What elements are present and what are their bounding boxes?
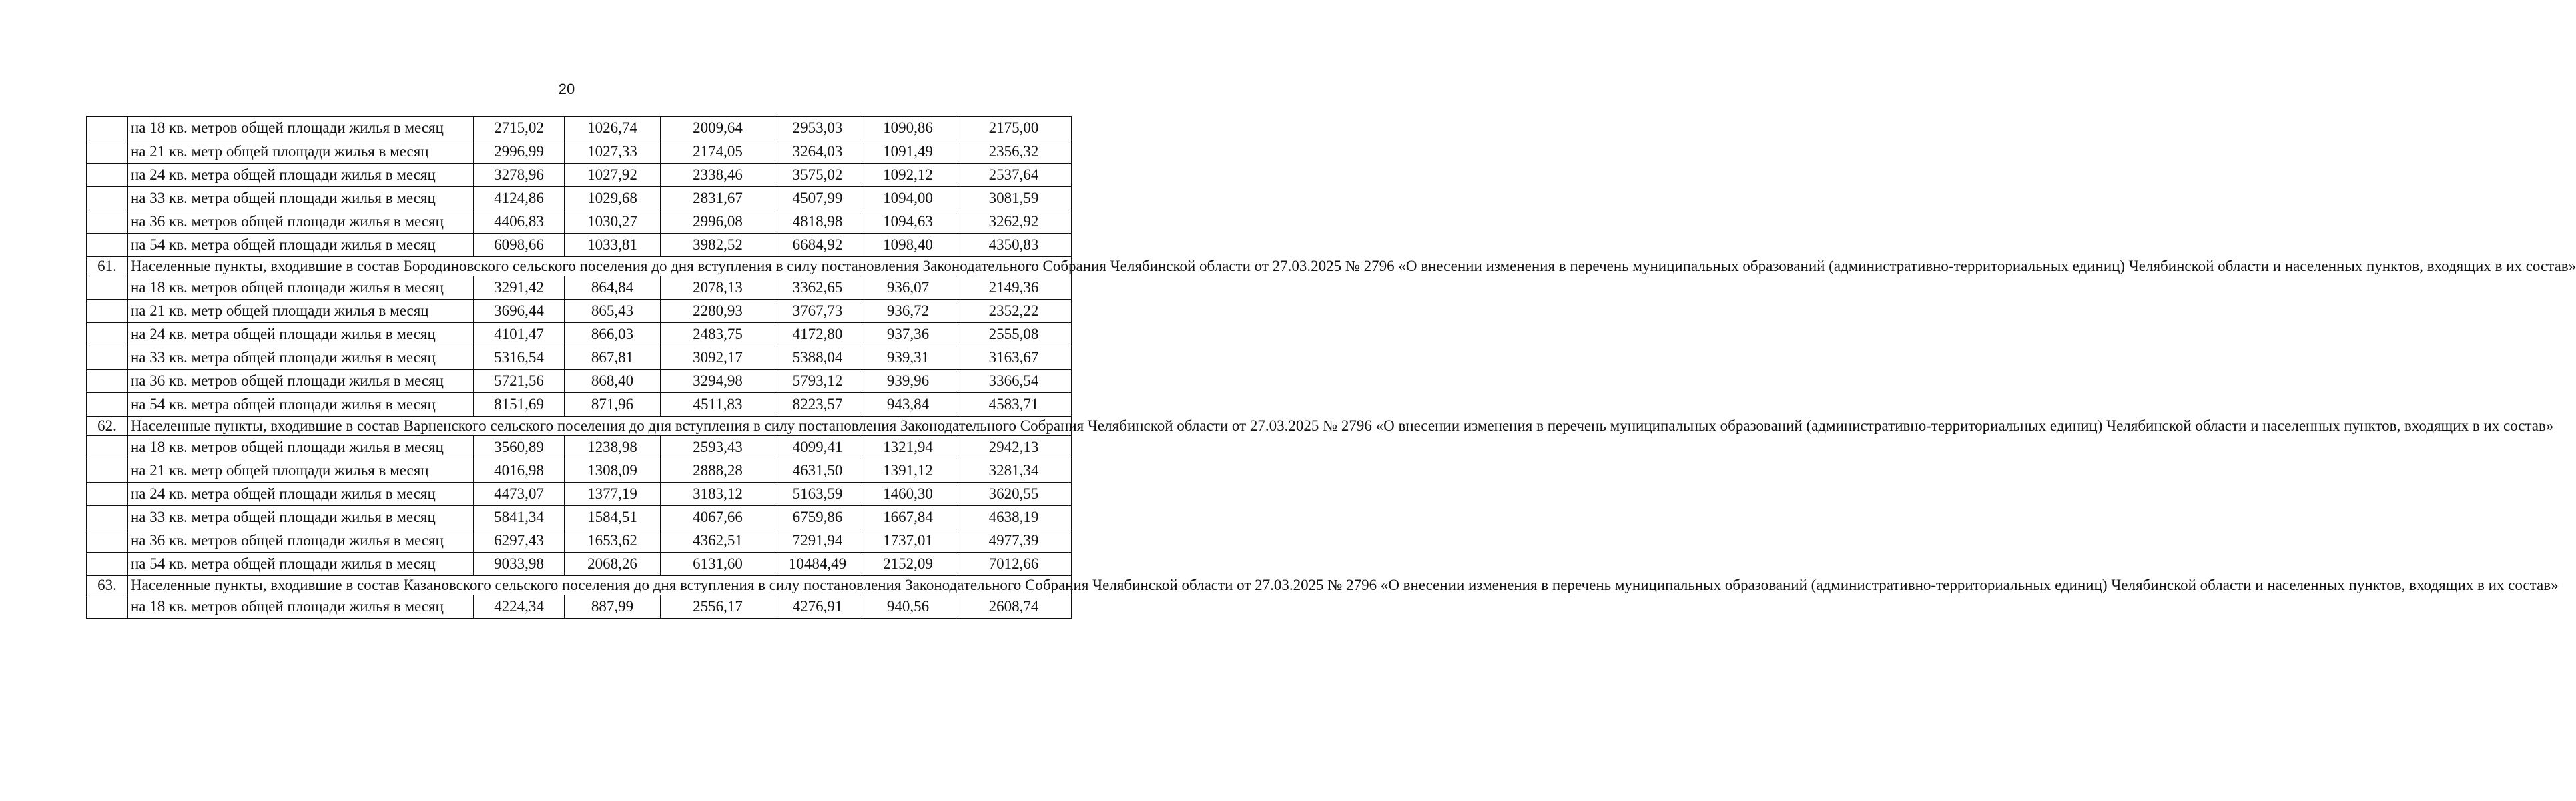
value-cell: 2593,43 (661, 436, 775, 459)
area-norm-label: на 18 кв. метров общей площади жилья в месяц (128, 117, 474, 140)
value-cell: 4977,39 (956, 529, 1072, 553)
value-cell: 3264,03 (775, 140, 860, 164)
value-cell: 865,43 (565, 300, 661, 323)
value-cell: 4362,51 (661, 529, 775, 553)
table-row (87, 164, 1072, 187)
table-row (87, 506, 1072, 529)
value-cell: 4638,19 (956, 506, 1072, 529)
row-index-empty (87, 393, 128, 417)
row-index-empty (87, 529, 128, 553)
value-cell: 7291,94 (775, 529, 860, 553)
row-index-empty (87, 210, 128, 234)
value-cell: 3982,52 (661, 234, 775, 257)
area-norm-label: на 33 кв. метра общей площади жилья в месяц (128, 506, 474, 529)
area-norm-label: на 54 кв. метра общей площади жилья в месяц (128, 393, 474, 417)
value-cell: 937,36 (860, 323, 956, 346)
value-cell: 4511,83 (661, 393, 775, 417)
table-row (87, 117, 1072, 140)
table-row (87, 276, 1072, 300)
value-cell: 3278,96 (474, 164, 565, 187)
value-cell: 2280,93 (661, 300, 775, 323)
row-index-empty (87, 506, 128, 529)
value-cell: 3281,34 (956, 459, 1072, 483)
value-cell: 3163,67 (956, 346, 1072, 370)
value-cell: 2068,26 (565, 553, 661, 576)
value-cell: 4124,86 (474, 187, 565, 210)
value-cell: 3291,42 (474, 276, 565, 300)
value-cell: 8223,57 (775, 393, 860, 417)
value-cell: 1653,62 (565, 529, 661, 553)
row-index-empty (87, 459, 128, 483)
value-cell: 3092,17 (661, 346, 775, 370)
value-cell: 939,31 (860, 346, 956, 370)
value-cell: 3294,98 (661, 370, 775, 393)
value-cell: 864,84 (565, 276, 661, 300)
value-cell: 1092,12 (860, 164, 956, 187)
value-cell: 2996,08 (661, 210, 775, 234)
area-norm-label: на 24 кв. метра общей площади жилья в месяц (128, 164, 474, 187)
value-cell: 4101,47 (474, 323, 565, 346)
area-norm-label: на 24 кв. метра общей площади жилья в месяц (128, 323, 474, 346)
table-row (87, 459, 1072, 483)
value-cell: 5316,54 (474, 346, 565, 370)
value-cell: 8151,69 (474, 393, 565, 417)
table-row (87, 323, 1072, 346)
value-cell: 939,96 (860, 370, 956, 393)
table-row (87, 140, 1072, 164)
value-cell: 1030,27 (565, 210, 661, 234)
settlement-group-row (87, 417, 1072, 436)
table-row (87, 346, 1072, 370)
table-row (87, 210, 1072, 234)
value-cell: 940,56 (860, 595, 956, 619)
tariff-table (86, 116, 2576, 619)
value-cell: 2608,74 (956, 595, 1072, 619)
value-cell: 2078,13 (661, 276, 775, 300)
row-index-empty (87, 300, 128, 323)
value-cell: 3620,55 (956, 483, 1072, 506)
area-norm-label: на 54 кв. метра общей площади жилья в месяц (128, 553, 474, 576)
value-cell: 3575,02 (775, 164, 860, 187)
area-norm-label: на 36 кв. метров общей площади жилья в месяц (128, 370, 474, 393)
row-index-empty (87, 140, 128, 164)
area-norm-label: на 21 кв. метр общей площади жилья в месяц (128, 300, 474, 323)
value-cell: 3696,44 (474, 300, 565, 323)
area-norm-label: на 33 кв. метра общей площади жилья в месяц (128, 346, 474, 370)
row-index: 62. (87, 417, 128, 436)
value-cell: 1737,01 (860, 529, 956, 553)
area-norm-label: на 18 кв. метров общей площади жилья в месяц (128, 436, 474, 459)
value-cell: 1391,12 (860, 459, 956, 483)
table-row (87, 187, 1072, 210)
value-cell: 4276,91 (775, 595, 860, 619)
table-row (87, 370, 1072, 393)
row-index-empty (87, 323, 128, 346)
value-cell: 2942,13 (956, 436, 1072, 459)
value-cell: 1584,51 (565, 506, 661, 529)
value-cell: 1033,81 (565, 234, 661, 257)
value-cell: 3362,65 (775, 276, 860, 300)
value-cell: 887,99 (565, 595, 661, 619)
value-cell: 866,03 (565, 323, 661, 346)
value-cell: 2953,03 (775, 117, 860, 140)
area-norm-label: на 18 кв. метров общей площади жилья в месяц (128, 595, 474, 619)
settlement-group-row (87, 257, 1072, 276)
value-cell: 3183,12 (661, 483, 775, 506)
value-cell: 1027,33 (565, 140, 661, 164)
value-cell: 936,07 (860, 276, 956, 300)
value-cell: 2338,46 (661, 164, 775, 187)
value-cell: 9033,98 (474, 553, 565, 576)
value-cell: 4172,80 (775, 323, 860, 346)
value-cell: 10484,49 (775, 553, 860, 576)
value-cell: 1667,84 (860, 506, 956, 529)
value-cell: 2175,00 (956, 117, 1072, 140)
value-cell: 2174,05 (661, 140, 775, 164)
row-index-empty (87, 483, 128, 506)
row-index-empty (87, 595, 128, 619)
value-cell: 5163,59 (775, 483, 860, 506)
value-cell: 4507,99 (775, 187, 860, 210)
value-cell: 4631,50 (775, 459, 860, 483)
row-index-empty (87, 346, 128, 370)
value-cell: 7012,66 (956, 553, 1072, 576)
value-cell: 1026,74 (565, 117, 661, 140)
value-cell: 2555,08 (956, 323, 1072, 346)
value-cell: 4224,34 (474, 595, 565, 619)
value-cell: 6684,92 (775, 234, 860, 257)
value-cell: 4583,71 (956, 393, 1072, 417)
value-cell: 1308,09 (565, 459, 661, 483)
value-cell: 4473,07 (474, 483, 565, 506)
page-number: 20 (558, 81, 575, 97)
value-cell: 6098,66 (474, 234, 565, 257)
table-row (87, 393, 1072, 417)
value-cell: 1094,63 (860, 210, 956, 234)
value-cell: 1091,49 (860, 140, 956, 164)
table-row (87, 300, 1072, 323)
value-cell: 3262,92 (956, 210, 1072, 234)
table-row (87, 234, 1072, 257)
value-cell: 871,96 (565, 393, 661, 417)
settlement-description: Населенные пункты, входившие в состав Казановского сельского поселения до дня вступления в силу постановления Законодательного Собрания Челябинской области от 27.03.2025 № 2796 «О внесении изменения в перечень муниципальных образований (административно-территориальных единиц) Челябинской области и населенных пунктов, входящих в их состав» (128, 576, 1072, 595)
area-norm-label: на 21 кв. метр общей площади жилья в месяц (128, 140, 474, 164)
value-cell: 4406,83 (474, 210, 565, 234)
value-cell: 6297,43 (474, 529, 565, 553)
value-cell: 3560,89 (474, 436, 565, 459)
table-row (87, 595, 1072, 619)
value-cell: 2352,22 (956, 300, 1072, 323)
value-cell: 1090,86 (860, 117, 956, 140)
table-row (87, 529, 1072, 553)
settlement-description: Населенные пункты, входившие в состав Варненского сельского поселения до дня вступления в силу постановления Законодательного Собрания Челябинской области от 27.03.2025 № 2796 «О внесении изменения в перечень муниципальных образований (административно-территориальных единиц) Челябинской области и населенных пунктов, входящих в их состав» (128, 417, 1072, 436)
value-cell: 1027,92 (565, 164, 661, 187)
area-norm-label: на 33 кв. метра общей площади жилья в месяц (128, 187, 474, 210)
value-cell: 2996,99 (474, 140, 565, 164)
row-index-empty (87, 187, 128, 210)
value-cell: 2152,09 (860, 553, 956, 576)
value-cell: 867,81 (565, 346, 661, 370)
settlement-group-row (87, 576, 1072, 595)
value-cell: 1321,94 (860, 436, 956, 459)
row-index-empty (87, 553, 128, 576)
area-norm-label: на 36 кв. метров общей площади жилья в месяц (128, 529, 474, 553)
value-cell: 2149,36 (956, 276, 1072, 300)
value-cell: 2356,32 (956, 140, 1072, 164)
row-index-empty (87, 276, 128, 300)
row-index-empty (87, 436, 128, 459)
value-cell: 1460,30 (860, 483, 956, 506)
row-index: 61. (87, 257, 128, 276)
table-row (87, 553, 1072, 576)
area-norm-label: на 18 кв. метров общей площади жилья в месяц (128, 276, 474, 300)
area-norm-label: на 54 кв. метра общей площади жилья в месяц (128, 234, 474, 257)
settlement-description: Населенные пункты, входившие в состав Бородиновского сельского поселения до дня вступления в силу постановления Законодательного Собрания Челябинской области от 27.03.2025 № 2796 «О внесении изменения в перечень муниципальных образований (административно-территориальных единиц) Челябинской области и населенных пунктов, входящих в их состав» (128, 257, 1072, 276)
tariff-table-body (87, 117, 2576, 619)
value-cell: 2556,17 (661, 595, 775, 619)
value-cell: 943,84 (860, 393, 956, 417)
value-cell: 4067,66 (661, 506, 775, 529)
row-index-empty (87, 370, 128, 393)
value-cell: 2888,28 (661, 459, 775, 483)
value-cell: 2831,67 (661, 187, 775, 210)
value-cell: 1238,98 (565, 436, 661, 459)
table-row (87, 483, 1072, 506)
value-cell: 6759,86 (775, 506, 860, 529)
area-norm-label: на 21 кв. метр общей площади жилья в месяц (128, 459, 474, 483)
value-cell: 3767,73 (775, 300, 860, 323)
value-cell: 5388,04 (775, 346, 860, 370)
value-cell: 4350,83 (956, 234, 1072, 257)
value-cell: 1098,40 (860, 234, 956, 257)
row-index-empty (87, 117, 128, 140)
value-cell: 4818,98 (775, 210, 860, 234)
value-cell: 1377,19 (565, 483, 661, 506)
row-index-empty (87, 164, 128, 187)
value-cell: 2009,64 (661, 117, 775, 140)
value-cell: 868,40 (565, 370, 661, 393)
value-cell: 4016,98 (474, 459, 565, 483)
value-cell: 5841,34 (474, 506, 565, 529)
value-cell: 5721,56 (474, 370, 565, 393)
row-index-empty (87, 234, 128, 257)
value-cell: 3366,54 (956, 370, 1072, 393)
value-cell: 1029,68 (565, 187, 661, 210)
value-cell: 4099,41 (775, 436, 860, 459)
row-index: 63. (87, 576, 128, 595)
value-cell: 1094,00 (860, 187, 956, 210)
value-cell: 2715,02 (474, 117, 565, 140)
area-norm-label: на 24 кв. метра общей площади жилья в месяц (128, 483, 474, 506)
table-row (87, 436, 1072, 459)
value-cell: 2483,75 (661, 323, 775, 346)
area-norm-label: на 36 кв. метров общей площади жилья в месяц (128, 210, 474, 234)
value-cell: 6131,60 (661, 553, 775, 576)
value-cell: 936,72 (860, 300, 956, 323)
value-cell: 5793,12 (775, 370, 860, 393)
value-cell: 3081,59 (956, 187, 1072, 210)
value-cell: 2537,64 (956, 164, 1072, 187)
